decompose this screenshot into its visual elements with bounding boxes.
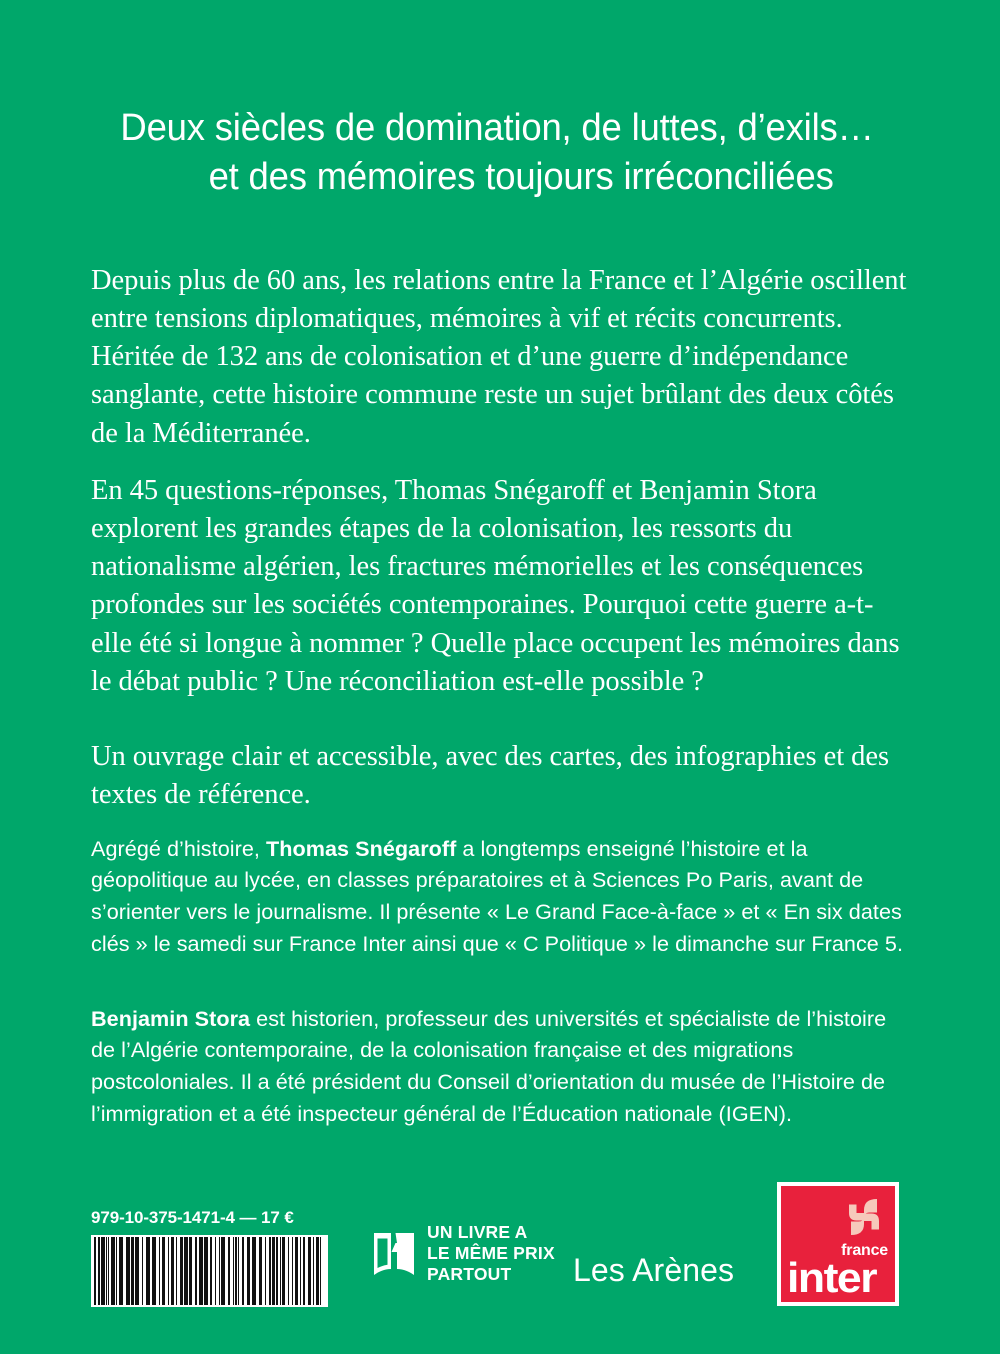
prix-line-3: PARTOUT xyxy=(427,1264,512,1284)
blurb-paragraph-2: En 45 questions-réponses, Thomas Snégaroff et Benjamin Stora explorent les grandes étapes de la colonisation, les ressorts du nationalisme algérien, les fractures mémorielles et les conséquences profondes sur les sociétés contemporaines. Pourquoi cette guerre a-t-elle été si longue à nommer ? Quelle place occupent les mémoires dans le débat public ? Une réconciliation est-elle possible ? xyxy=(91,474,900,698)
france-inter-logo xyxy=(777,1182,899,1306)
open-book-icon xyxy=(372,1229,416,1279)
page-title-line-2: et des mémoires toujours irréconciliées xyxy=(208,155,834,198)
author-bio-snegaroff xyxy=(91,833,911,960)
prix-line-1: UN LIVRE A xyxy=(427,1222,528,1242)
blurb-paragraph-3: Un ouvrage clair et accessible, avec des cartes, des infographies et des textes de référence. xyxy=(91,740,890,810)
prix-line-2: LE MÊME PRIX xyxy=(427,1243,555,1263)
page-title-line-1: Deux siècles de domination, de luttes, d’exils… xyxy=(120,107,874,149)
france-inter-logo-inner xyxy=(781,1186,895,1302)
france-inter-word-inter: inter xyxy=(787,1253,877,1301)
footer-band xyxy=(0,1160,1000,1330)
ean-13-barcode xyxy=(91,1235,328,1307)
bio-text-after: a longtemps enseigné l’histoire et la géopolitique au lycée, en classes préparatoires et à Sciences Po Paris, avant de s’orienter vers le journalisme. Il présente « Le Grand Face-à-face » et « En six dates clés » le samedi sur France Inter ainsi que « C Politique » le dimanche sur France 5. xyxy=(91,835,904,956)
author-name-stora: Benjamin Stora xyxy=(91,1005,251,1031)
radio-france-wave-icon xyxy=(846,1197,882,1237)
france-inter-wordmark xyxy=(787,1241,890,1301)
prix-unique-logo xyxy=(372,1222,555,1285)
isbn-price-text: 979-10-375-1471-4 — 17 € xyxy=(91,1208,294,1227)
bio-text-after: est historien, professeur des universités et spécialiste de l’histoire de l’Algérie contemporaine, de la colonisation française et des migrations postcoloniales. Il a été président du Conseil d’orientation du musée de l’Histoire de l’immigration et a été inspecteur général de l’Éducation nationale (IGEN). xyxy=(91,1005,887,1126)
france-inter-word-france: france xyxy=(841,1241,888,1259)
author-bio-stora xyxy=(91,1003,911,1130)
publisher-logo-les-arenes: Les Arènes xyxy=(573,1252,735,1288)
france-inter-word-row xyxy=(787,1253,890,1301)
author-name-snegaroff: Thomas Snégaroff xyxy=(266,835,457,861)
blurb-paragraph-1: Depuis plus de 60 ans, les relations entre la France et l’Algérie oscillent entre tensions diplomatiques, mémoires à vif et récits concurrents. Héritée de 132 ans de colonisation et d’une guerre d’indépendance sanglante, cette histoire commune reste un sujet brûlant des deux côtés de la Méditerranée. xyxy=(91,264,907,449)
prix-unique-text xyxy=(427,1222,555,1285)
isbn-block xyxy=(91,1208,331,1307)
bio-text-before: Agrégé d’histoire, xyxy=(91,835,266,861)
page-title xyxy=(20,104,980,201)
